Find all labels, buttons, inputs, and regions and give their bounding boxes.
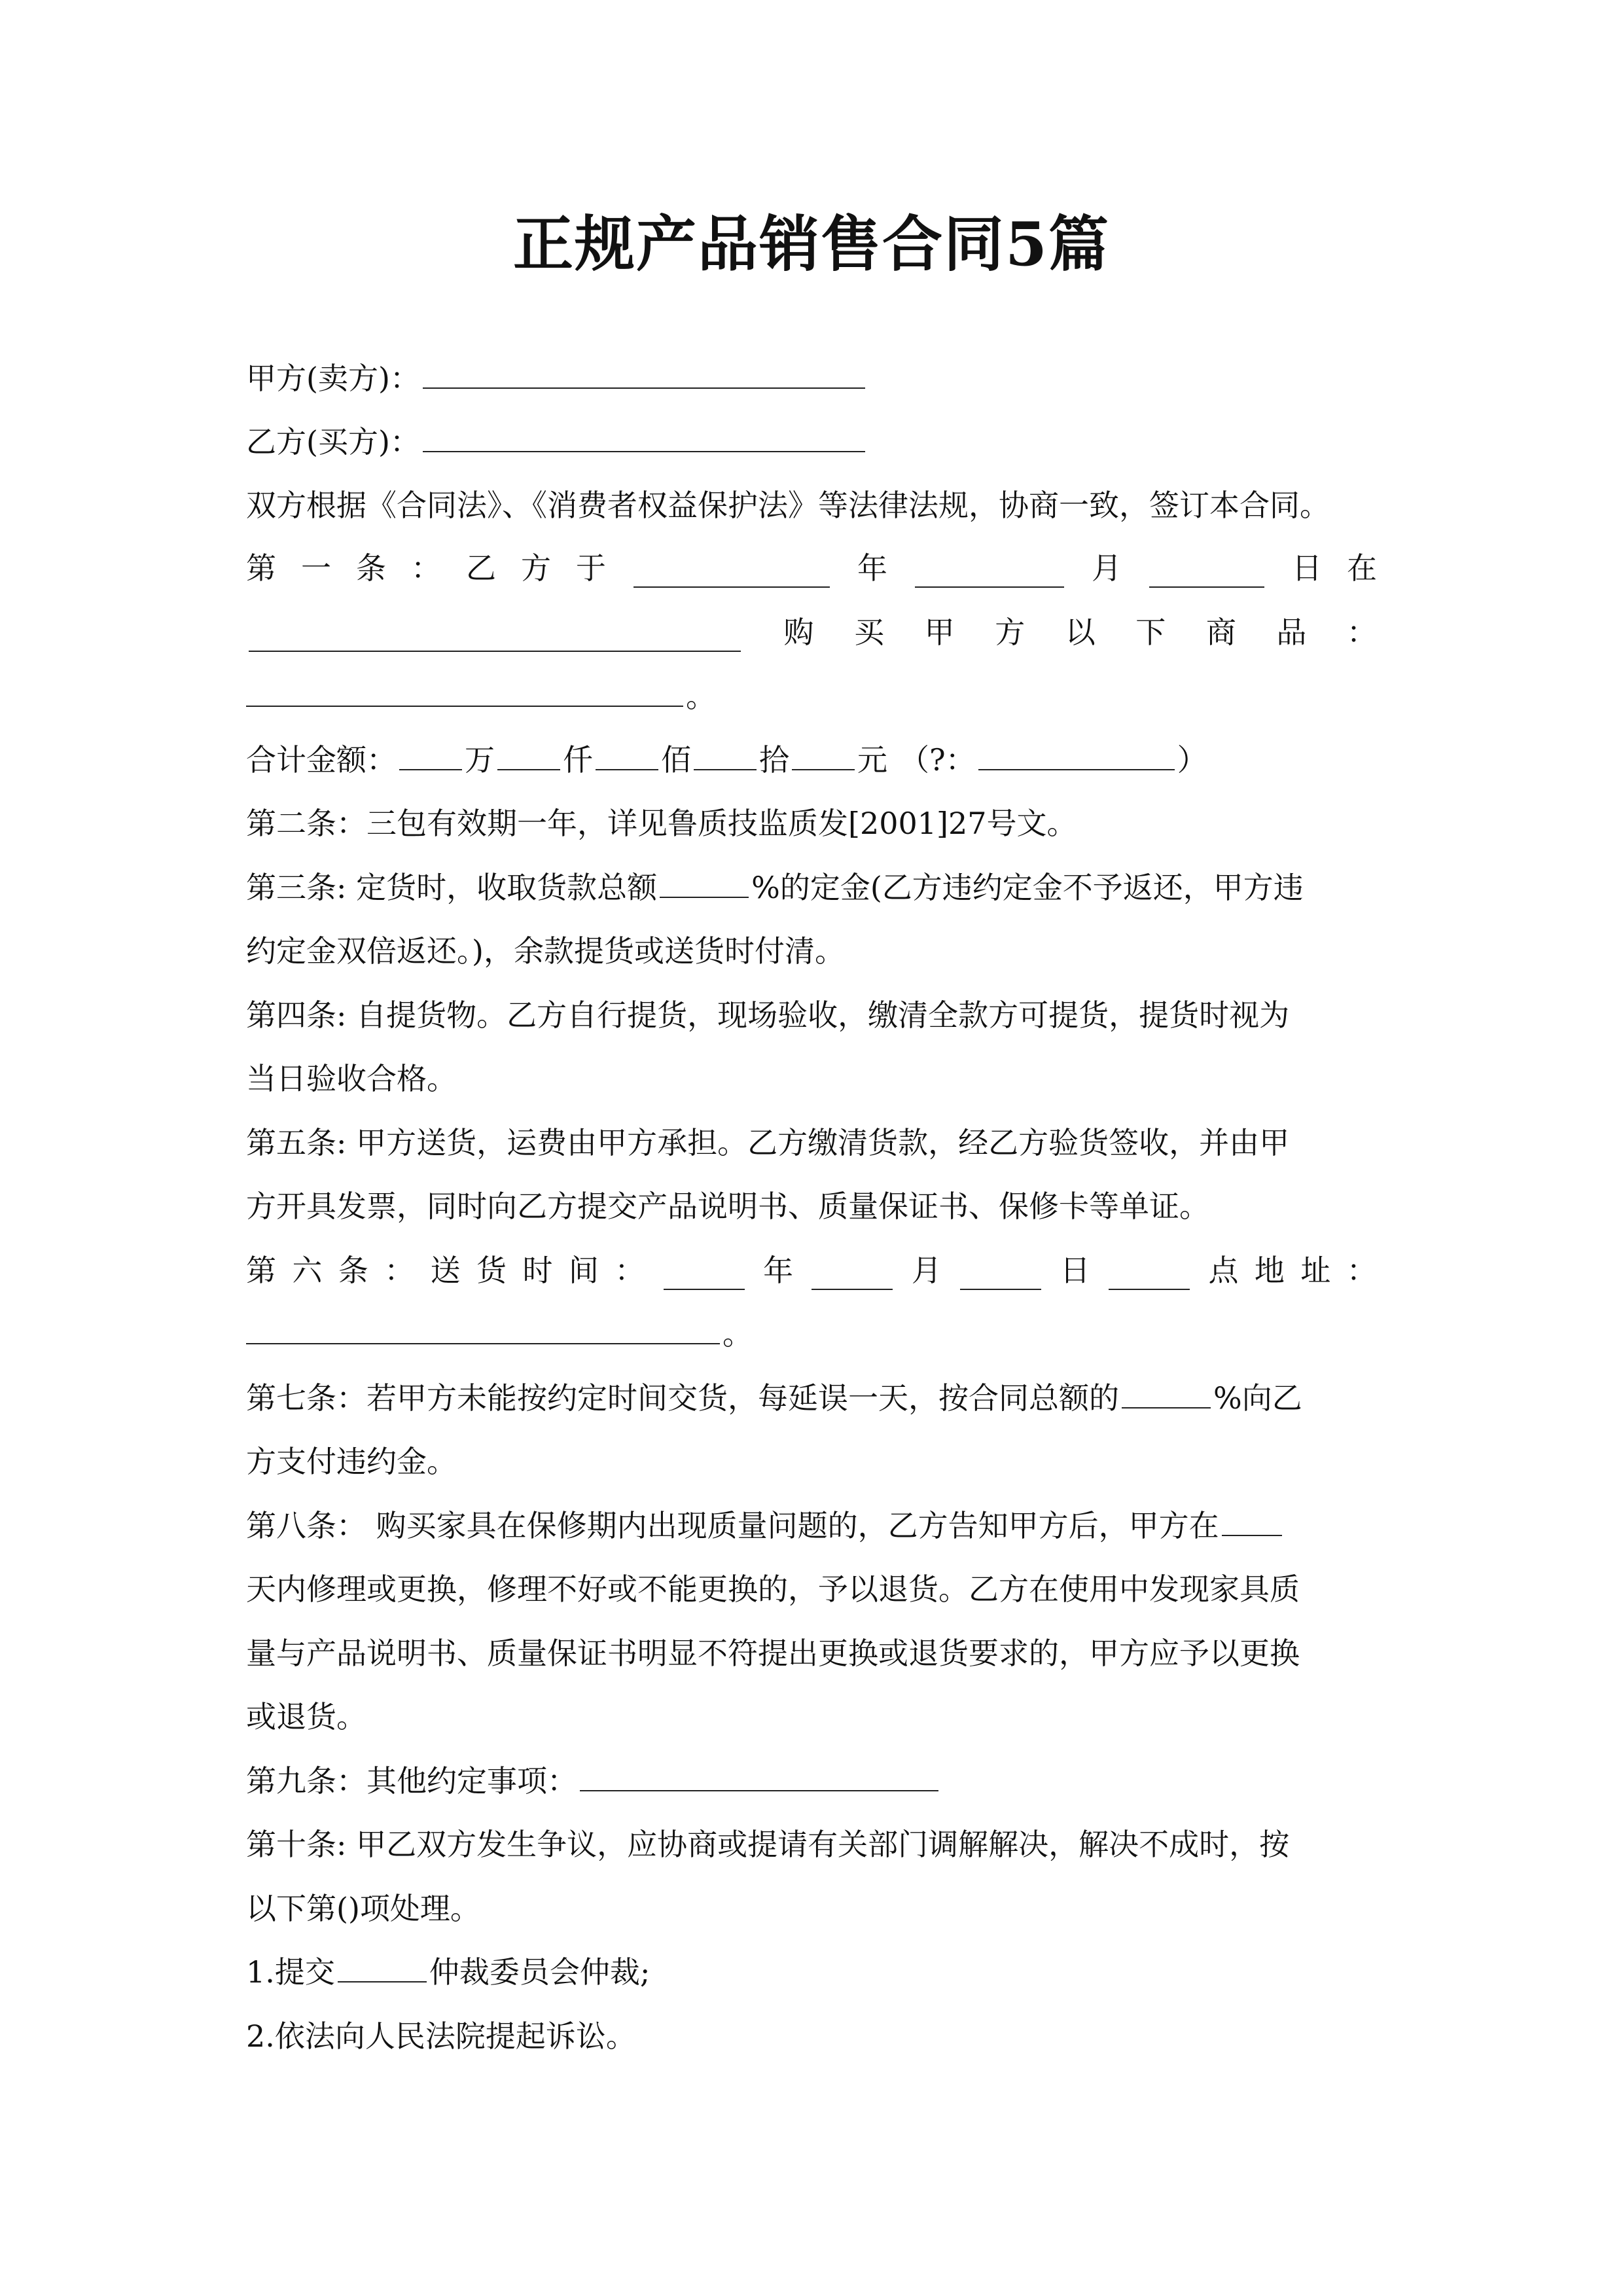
art6-char: 条 [338,1253,368,1288]
art7-text-b: %向乙 [1213,1380,1302,1416]
article-4-line-2: 当日验收合格。 [246,1061,457,1096]
party-b-blank[interactable] [423,422,865,452]
art1-char: 购 [783,615,814,650]
article-5-line-2: 方开具发票，同时向乙方提交产品说明书、质量保证书、保修卡等单证。 [246,1189,1209,1224]
article-8-line-4: 或退货。 [246,1699,366,1734]
art6-hour-label: 点 [1208,1253,1239,1288]
art6-address-blank[interactable] [246,1314,720,1344]
art1-char: 品 [1276,615,1307,650]
art6-char: 六 [292,1253,323,1288]
art6-char: 第 [246,1253,276,1288]
art1-char: 一 [301,550,331,586]
art9-text: 第九条：其他约定事项： [246,1763,577,1799]
article-8-line-1 [246,1506,1377,1545]
article-5-line-1: 第五条: 甲方送货，运费由甲方承担。乙方缴清货款，经乙方验货签收，并由甲 [246,1125,1290,1160]
art1-year-label: 年 [857,550,887,586]
article-7-line-2: 方支付违约金。 [246,1444,457,1479]
art6-char: 时 [522,1253,553,1288]
art6-hour-blank[interactable] [1109,1260,1190,1290]
art6-char: ： [384,1253,415,1288]
art9-other-blank[interactable] [580,1761,938,1791]
option-2: 2.依法向人民法院提起诉讼。 [246,2018,636,2054]
art1-char: 乙 [466,550,496,586]
art1-char: 下 [1135,615,1166,650]
art1-day-label: 日 [1292,550,1322,586]
art1-char: 商 [1205,615,1236,650]
article-6-line-1 [246,1251,1377,1290]
art1-char: 方 [521,550,551,586]
art6-month-blank[interactable] [812,1260,893,1290]
art1-char: 于 [576,550,606,586]
art3-text-a: 第三条: 定货时，收取货款总额 [246,870,658,905]
total-label: 合计金额： [246,742,397,778]
art6-day-blank[interactable] [960,1260,1041,1290]
art6-char: ： [615,1253,645,1288]
art1-char: 第 [246,550,276,586]
article-1-line-3 [246,677,1377,716]
opt1-text-b: 仲裁委员会仲裁; [429,1954,651,1990]
art1-char: 买 [854,615,885,650]
total-bai-label: 佰 [661,742,691,778]
art1-place-blank[interactable] [249,622,741,652]
art6-year-blank[interactable] [664,1260,745,1290]
article-3-line-2: 约定金双倍返还。)，余款提货或送货时付清。 [246,933,845,969]
article-3-line-1 [246,868,1377,907]
art7-rate-blank[interactable] [1122,1378,1211,1408]
art1-goods-blank[interactable] [246,677,683,707]
art6-day-label: 日 [1060,1253,1090,1288]
article-1-line-2 [246,613,1377,652]
opt1-arbitration-blank[interactable] [338,1952,427,1982]
art6-end: 。 [722,1316,753,1352]
party-a-line [246,359,1377,398]
art6-char: 送 [430,1253,461,1288]
art1-char: 甲 [924,615,955,650]
art6-char: 间 [568,1253,599,1288]
article-8-line-2: 天内修理或更换，修理不好或不能更换的，予以退货。乙方在使用中发现家具质 [246,1571,1300,1607]
art1-char: 在 [1347,550,1377,586]
art1-month-label: 月 [1092,550,1122,586]
total-wan-label: 万 [465,742,495,778]
total-shi-label: 拾 [759,742,789,778]
total-amount-line [246,740,1377,780]
art1-year-blank[interactable] [633,558,830,588]
total-wan-blank[interactable] [399,740,462,770]
art8-days-blank[interactable] [1222,1506,1282,1536]
art1-char: ： [411,550,441,586]
art3-text-b: %的定金(乙方违约定金不予返还，甲方违 [751,870,1304,905]
art6-char: 货 [476,1253,507,1288]
art1-day-blank[interactable] [1149,558,1264,588]
intro-line: 双方根据《合同法》、《消费者权益保护法》等法律法规，协商一致，签订本合同。 [246,488,1330,523]
article-9 [246,1761,1377,1801]
total-paren-open: （?： [899,742,976,778]
art1-char: 以 [1065,615,1096,650]
article-10-line-2: 以下第()项处理。 [246,1891,480,1926]
art1-char: ： [1346,615,1377,650]
article-10-line-1: 第十条: 甲乙双方发生争议，应协商或提请有关部门调解解决，解决不成时，按 [246,1827,1290,1862]
party-b-line [246,422,1377,461]
art6-char: ： [1346,1253,1377,1288]
opt1-text-a: 1.提交 [246,1954,335,1990]
art1-end: 。 [686,679,716,714]
total-yuan-blank[interactable] [792,740,855,770]
total-figure-blank[interactable] [978,740,1175,770]
party-a-label: 甲方(卖方)： [246,361,420,396]
document-title: 正规产品销售合同5篇 [512,209,1110,279]
article-8-line-3: 量与产品说明书、质量保证书明显不符提出更换或退货要求的，甲方应予以更换 [246,1636,1300,1671]
option-1 [246,1952,1377,1992]
art1-char: 条 [356,550,386,586]
total-yuan-label: 元 [857,742,887,778]
total-shi-blank[interactable] [694,740,757,770]
party-b-label: 乙方(买方)： [246,424,420,459]
art7-text-a: 第七条：若甲方未能按约定时间交货，每延误一天，按合同总额的 [246,1380,1119,1416]
art1-char: 方 [995,615,1026,650]
party-a-blank[interactable] [423,359,865,389]
total-paren-close: ） [1177,742,1207,778]
total-bai-blank[interactable] [596,740,658,770]
art6-year-label: 年 [763,1253,794,1288]
total-qian-blank[interactable] [497,740,560,770]
article-2: 第二条：三包有效期一年，详见鲁质技监质发[2001]27号文。 [246,806,1077,841]
article-6-line-2 [246,1314,1377,1354]
art6-month-label: 月 [911,1253,942,1288]
article-1-line-1 [246,548,1377,588]
art8-text: 第八条： 购买家具在保修期内出现质量问题的，乙方告知甲方后，甲方在 [246,1508,1219,1543]
article-4-line-1: 第四条: 自提货物。乙方自行提货，现场验收，缴清全款方可提货，提货时视为 [246,997,1290,1033]
art6-char: 地 [1254,1253,1285,1288]
art1-month-blank[interactable] [915,558,1064,588]
article-7-line-1 [246,1378,1377,1418]
art6-char: 址 [1300,1253,1331,1288]
art3-deposit-blank[interactable] [660,868,749,898]
total-qian-label: 仟 [563,742,593,778]
